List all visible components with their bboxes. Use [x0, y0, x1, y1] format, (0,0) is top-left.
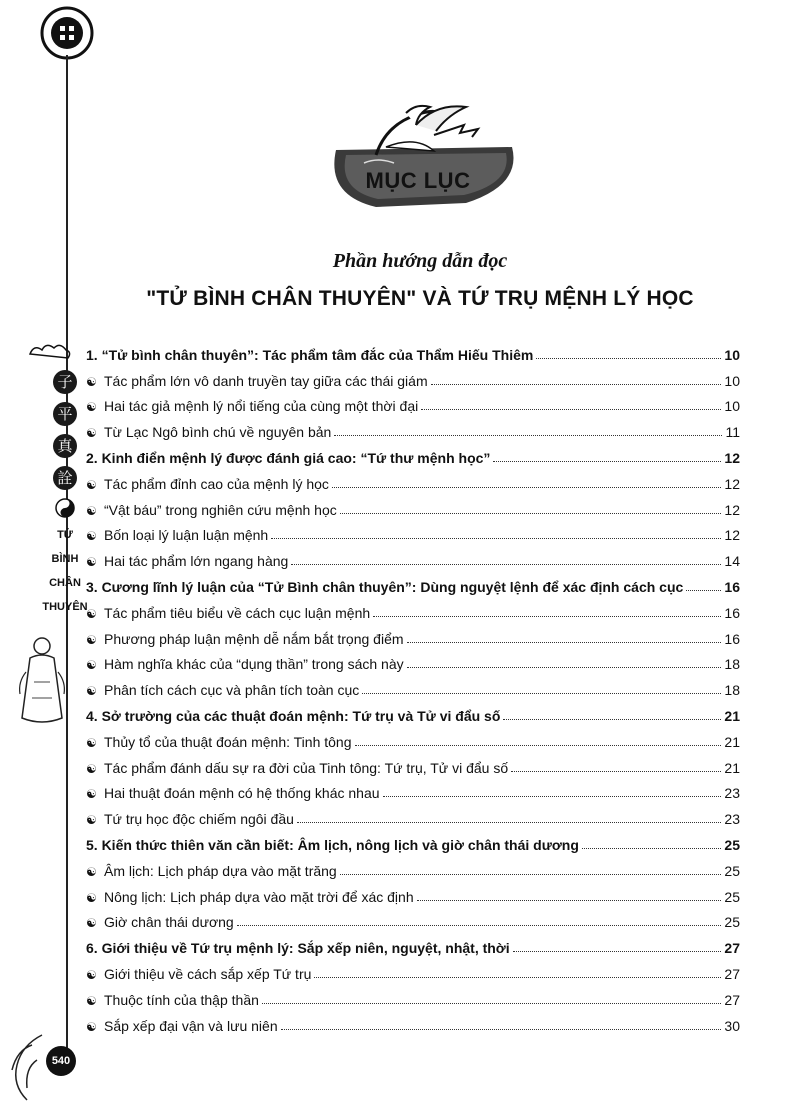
toc-page-number: 18 [724, 656, 740, 673]
toc-section-row [86, 569, 740, 595]
toc-page-number: 16 [724, 578, 740, 595]
toc-page-number: 12 [724, 449, 740, 466]
toc-item-row [86, 879, 740, 905]
dot-leader [686, 590, 721, 591]
toc-title: Hàm nghĩa khác của “dụng thần” trong sách này [104, 656, 404, 673]
bullet-icon: ☯ [86, 503, 97, 518]
toc-section-row [86, 440, 740, 466]
dot-leader [431, 384, 722, 385]
bullet-icon: ☯ [86, 477, 97, 492]
dot-leader [417, 900, 722, 901]
toc-title: Giới thiệu về cách sắp xếp Tứ trụ [104, 965, 312, 982]
page-number-badge: 540 [46, 1046, 76, 1076]
toc-section-row [86, 930, 740, 956]
dot-leader [237, 925, 722, 926]
toc-page-number: 12 [724, 527, 740, 544]
toc-page-number: 11 [725, 424, 740, 441]
toc-title: Hai tác phẩm lớn ngang hàng [104, 553, 289, 570]
toc-title: Âm lịch: Lịch pháp dựa vào mặt trăng [104, 862, 337, 879]
sidebar-text-4: THUYÊN [42, 601, 88, 613]
toc-title: 5. Kiến thức thiên văn cần biết: Âm lịch, nông lịch và giờ chân thái dương [86, 836, 579, 853]
dot-leader [340, 874, 722, 875]
sidebar-char-2: 平 [53, 402, 77, 426]
toc-item-row [86, 492, 740, 518]
yin-yang-icon [55, 498, 75, 518]
toc-item-row [86, 621, 740, 647]
toc-page-number: 23 [724, 785, 740, 802]
toc-title: Hai tác giả mệnh lý nổi tiếng của cùng một thời đại [104, 398, 419, 415]
toc-title: Tác phẩm lớn vô danh truyền tay giữa các thái giám [104, 372, 428, 389]
toc-title: Bốn loại lý luận luận mệnh [104, 527, 269, 544]
bullet-icon: ☯ [86, 761, 97, 776]
dot-leader [582, 848, 722, 849]
toc-page-number: 16 [724, 630, 740, 647]
bullet-icon: ☯ [86, 684, 97, 699]
dot-leader [314, 977, 721, 978]
bullet-icon: ☯ [86, 374, 97, 389]
toc-title: Phương pháp luận mệnh dễ nắm bắt trọng điểm [104, 630, 404, 647]
toc-title: 4. Sở trường của các thuật đoán mệnh: Tứ trụ và Tử vi đẩu số [86, 707, 501, 724]
table-of-contents [86, 337, 740, 1034]
bullet-icon: ☯ [86, 632, 97, 647]
toc-title: Nông lịch: Lịch pháp dựa vào mặt trời để xác định [104, 888, 414, 905]
toc-item-row [86, 543, 740, 569]
toc-page-number: 23 [724, 811, 740, 828]
dot-leader [493, 461, 721, 462]
dot-leader [281, 1029, 722, 1030]
bullet-icon: ☯ [86, 916, 97, 931]
toc-title: Hai thuật đoán mệnh có hệ thống khác nhau [104, 785, 380, 802]
dot-leader [291, 564, 721, 565]
cloud-ornament-icon [26, 340, 76, 360]
bullet-icon: ☯ [86, 993, 97, 1008]
toc-title: 1. “Tử bình chân thuyên”: Tác phẩm tâm đắc của Thẩm Hiếu Thiêm [86, 346, 534, 363]
toc-item-row [86, 363, 740, 389]
toc-title: 6. Giới thiệu về Tứ trụ mệnh lý: Sắp xếp niên, nguyệt, nhật, thời [86, 940, 510, 957]
toc-item-row [86, 956, 740, 982]
bullet-icon: ☯ [86, 400, 97, 415]
sidebar-text-2: BÌNH [51, 553, 79, 565]
dot-leader [262, 1003, 722, 1004]
yin-yang-emblem-icon [40, 6, 94, 60]
toc-item-row [86, 414, 740, 440]
toc-item-row [86, 672, 740, 698]
toc-title: Phân tích cách cục và phân tích toàn cục [104, 682, 360, 699]
toc-title: 2. Kinh điển mệnh lý được đánh giá cao: “Tứ thư mệnh học” [86, 449, 491, 466]
scholar-figure-icon [10, 632, 72, 732]
dot-leader [407, 642, 722, 643]
dot-leader [355, 745, 722, 746]
toc-page-number: 21 [724, 759, 740, 776]
toc-item-row [86, 647, 740, 673]
phoenix-ornament-icon [2, 1030, 52, 1105]
toc-title: Từ Lạc Ngô bình chú về nguyên bản [104, 424, 332, 441]
toc-item-row [86, 389, 740, 415]
bullet-icon: ☯ [86, 529, 97, 544]
toc-title: “Vật báu” trong nghiên cứu mệnh học [104, 501, 337, 518]
toc-title: Tác phẩm đánh dấu sự ra đời của Tinh tông: Tứ trụ, Tử vi đẩu số [104, 759, 509, 776]
toc-title: Giờ chân thái dương [104, 914, 234, 931]
toc-title: Thuộc tính của thập thần [104, 991, 259, 1008]
toc-page-number: 12 [724, 475, 740, 492]
dot-leader [373, 616, 721, 617]
toc-item-row [86, 801, 740, 827]
toc-item-row [86, 776, 740, 802]
toc-section-row [86, 827, 740, 853]
banner-title: MỤC LỤC [365, 168, 471, 193]
bullet-icon: ☯ [86, 606, 97, 621]
bullet-icon: ☯ [86, 787, 97, 802]
toc-page-number: 16 [724, 604, 740, 621]
toc-page-number: 10 [724, 372, 740, 389]
bullet-icon: ☯ [86, 658, 97, 673]
toc-item-row [86, 905, 740, 931]
toc-item-row [86, 518, 740, 544]
dot-leader [421, 409, 721, 410]
toc-item-row [86, 724, 740, 750]
toc-section-row [86, 337, 740, 363]
dot-leader [334, 435, 722, 436]
toc-title: Thủy tổ của thuật đoán mệnh: Tinh tông [104, 733, 352, 750]
toc-item-row [86, 853, 740, 879]
dot-leader [340, 513, 722, 514]
toc-title: 3. Cương lĩnh lý luận của “Tử Bình chân thuyên”: Dùng nguyệt lệnh để xác định cách cục [86, 578, 684, 595]
bullet-icon: ☯ [86, 555, 97, 570]
dot-leader [407, 667, 722, 668]
dot-leader [511, 771, 721, 772]
dot-leader [332, 487, 722, 488]
sidebar-char-3: 真 [53, 434, 77, 458]
dot-leader [383, 796, 722, 797]
toc-page-number: 25 [724, 914, 740, 931]
toc-item-row [86, 1008, 740, 1034]
toc-page-number: 12 [724, 501, 740, 518]
toc-title: Tác phẩm đỉnh cao của mệnh lý học [104, 475, 329, 492]
toc-page-number: 18 [724, 682, 740, 699]
toc-page-number: 10 [724, 346, 740, 363]
bullet-icon: ☯ [86, 426, 97, 441]
toc-item-row [86, 750, 740, 776]
sidebar-text-1: TỬ [57, 529, 73, 541]
dot-leader [536, 358, 721, 359]
toc-page-number: 30 [724, 1017, 740, 1034]
toc-section-row [86, 698, 740, 724]
dot-leader [362, 693, 721, 694]
left-sidebar-decoration [0, 0, 95, 1110]
page-heading: "TỬ BÌNH CHÂN THUYÊN" VÀ TỨ TRỤ MỆNH LÝ HỌC [146, 287, 694, 310]
toc-title: Tứ trụ học độc chiếm ngôi đầu [104, 811, 294, 828]
toc-page-number: 25 [724, 862, 740, 879]
toc-item-row [86, 982, 740, 1008]
toc-title: Tác phẩm tiêu biểu về cách cục luận mệnh [104, 604, 371, 621]
toc-page-number: 25 [724, 836, 740, 853]
toc-page-number: 27 [724, 940, 740, 957]
crane-banner-illustration [316, 95, 520, 220]
toc-page-number: 27 [724, 991, 740, 1008]
dot-leader [503, 719, 721, 720]
toc-page-number: 27 [724, 965, 740, 982]
bullet-icon: ☯ [86, 864, 97, 879]
sidebar-text-3: CHÂN [49, 577, 81, 589]
dot-leader [271, 538, 721, 539]
bullet-icon: ☯ [86, 967, 97, 982]
toc-item-row [86, 466, 740, 492]
toc-page-number: 21 [724, 707, 740, 724]
subtitle: Phần hướng dẫn đọc [332, 250, 508, 272]
toc-title: Sắp xếp đại vận và lưu niên [104, 1017, 278, 1034]
dot-leader [513, 951, 722, 952]
sidebar-char-4: 詮 [53, 466, 77, 490]
bullet-icon: ☯ [86, 735, 97, 750]
bullet-icon: ☯ [86, 813, 97, 828]
toc-page-number: 14 [724, 553, 740, 570]
dot-leader [297, 822, 722, 823]
toc-item-row [86, 595, 740, 621]
toc-page-number: 10 [724, 398, 740, 415]
bullet-icon: ☯ [86, 890, 97, 905]
sidebar-char-1: 子 [53, 370, 77, 394]
bullet-icon: ☯ [86, 1019, 97, 1034]
toc-page-number: 21 [724, 733, 740, 750]
toc-page-number: 25 [724, 888, 740, 905]
